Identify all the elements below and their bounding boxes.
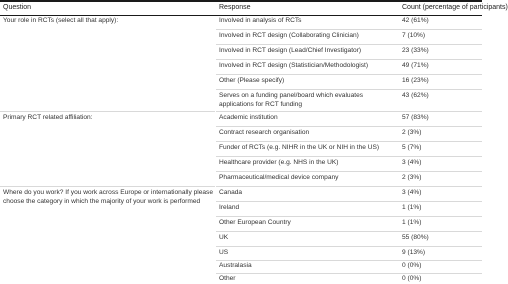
row-response: Other (Please specify): [219, 77, 285, 84]
header-rule: [0, 15, 482, 16]
row-separator: [216, 111, 482, 112]
row-count: 9 (13%): [402, 249, 426, 256]
row-count: 3 (4%): [402, 189, 422, 196]
row-response: Funder of RCTs (e.g. NIHR in the UK or NIH in the US): [219, 144, 380, 151]
row-count: 7 (10%): [402, 32, 426, 39]
row-separator: [216, 260, 482, 261]
row-count: 0 (0%): [402, 262, 422, 269]
row-response: US: [219, 249, 229, 256]
row-separator: [216, 273, 482, 274]
row-response: Involved in RCT design (Lead/Chief Investigator): [219, 47, 362, 54]
row-separator: [216, 186, 482, 187]
row-count: 3 (4%): [402, 159, 422, 166]
row-count: 0 (0%): [402, 275, 422, 282]
row-separator: [216, 171, 482, 172]
header-question: Question: [3, 4, 32, 11]
row-separator: [216, 231, 482, 232]
row-count: 2 (3%): [402, 174, 422, 181]
table-top-rule: [0, 0, 482, 2]
row-response: UK: [219, 234, 229, 241]
row-question: Where do you work? If you work across Europe or internationally please choose the category in which the majority of your work is performed: [3, 189, 214, 205]
row-response: Other European Country: [219, 219, 291, 226]
row-count: 1 (1%): [402, 219, 422, 226]
row-separator: [216, 89, 482, 90]
row-count: 23 (33%): [402, 47, 429, 54]
row-count: 57 (83%): [402, 114, 429, 121]
row-response: Canada: [219, 189, 243, 196]
row-separator: [216, 126, 482, 127]
row-response: Academic institution: [219, 114, 278, 121]
row-separator: [216, 156, 482, 157]
row-response: Involved in RCT design (Statistician/Methodologist): [219, 62, 369, 69]
row-response: Serves on a funding panel/board which evaluates applications for RCT funding: [219, 92, 364, 108]
row-response: Australasia: [219, 262, 252, 269]
row-count: 55 (80%): [402, 234, 429, 241]
row-separator: [216, 44, 482, 45]
row-separator: [216, 216, 482, 217]
header-count: Count (percentage of participants): [402, 4, 508, 11]
row-separator: [216, 74, 482, 75]
header-response: Response: [219, 4, 251, 11]
row-response: Pharmaceutical/medical device company: [219, 174, 339, 181]
row-count: 1 (1%): [402, 204, 422, 211]
row-separator: [216, 29, 482, 30]
row-response: Other: [219, 275, 236, 282]
row-response: Involved in RCT design (Collaborating Clinician): [219, 32, 359, 39]
row-response: Healthcare provider (e.g. NHS in the UK): [219, 159, 339, 166]
row-count: 5 (7%): [402, 144, 422, 151]
row-response: Contract research organisation: [219, 129, 310, 136]
row-count: 42 (61%): [402, 17, 429, 24]
row-question: Your role in RCTs (select all that apply):: [3, 17, 119, 24]
row-separator: [216, 201, 482, 202]
row-response: Ireland: [219, 204, 240, 211]
row-separator: [216, 246, 482, 247]
row-count: 49 (71%): [402, 62, 429, 69]
row-separator: [216, 59, 482, 60]
row-separator: [216, 141, 482, 142]
row-question: Primary RCT related affiliation:: [3, 114, 93, 121]
row-count: 43 (62%): [402, 92, 429, 99]
row-separator: [0, 111, 215, 112]
row-response: Involved in analysis of RCTs: [219, 17, 302, 24]
row-separator: [0, 186, 215, 187]
row-count: 16 (23%): [402, 77, 429, 84]
row-count: 2 (3%): [402, 129, 422, 136]
